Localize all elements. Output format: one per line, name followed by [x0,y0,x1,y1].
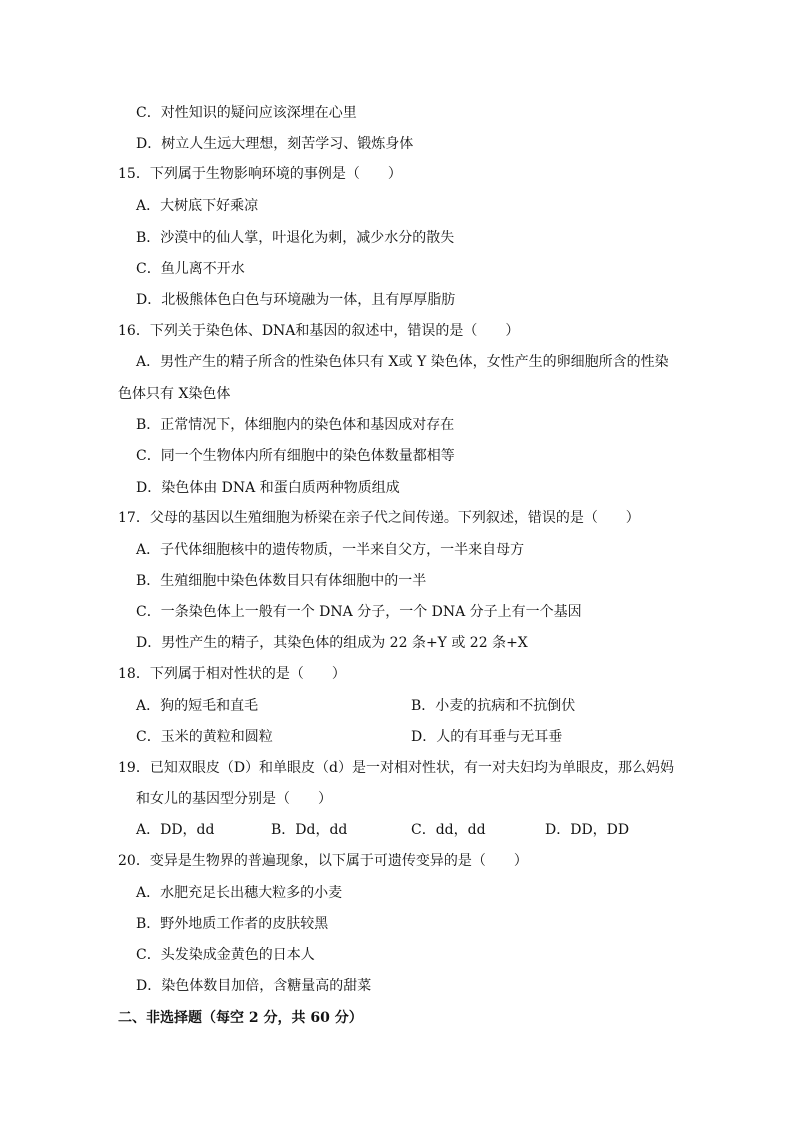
q16-option-d: D．染色体由 DNA 和蛋白质两种物质组成 [136,480,400,496]
q19-option-b: B．Dd，dd [271,822,348,838]
q16-option-c: C．同一个生物体内所有细胞中的染色体数量都相等 [136,448,455,464]
q15-stem: 15．下列属于生物影响环境的事例是（ ） [118,166,402,182]
q20-option-a: A．水肥充足长出穗大粒多的小麦 [136,885,343,901]
q17-option-b: B．生殖细胞中染色体数目只有体细胞中的一半 [136,573,427,589]
q18-option-d: D．人的有耳垂与无耳垂 [411,729,563,745]
q20-option-c: C．头发染成金黄色的日本人 [136,947,315,963]
q18-option-b: B．小麦的抗病和不抗倒伏 [411,698,576,714]
q19-option-c: C．dd，dd [411,822,486,838]
q16-stem: 16．下列关于染色体、DNA和基因的叙述中，错误的是（ ） [118,323,520,339]
q15-option-d: D．北极熊体色白色与环境融为一体，且有厚厚脂肪 [136,292,456,308]
q19-stem-line1: 19．已知双眼皮（D）和单眼皮（d）是一对相对性状，有一对夫妇均为单眼皮，那么妈妈 [118,760,674,776]
q20-stem: 20．变异是生物界的普遍现象，以下属于可遗传变异的是（ ） [118,853,528,869]
q15-option-c: C．鱼儿离不开水 [136,261,245,277]
q16-option-b: B．正常情况下，体细胞内的染色体和基因成对存在 [136,417,455,433]
q19-stem-line2: 和女儿的基因型分别是（ ） [136,791,332,807]
section-2-heading: 二、非选择题（每空 2 分，共 60 分） [118,1010,363,1026]
q17-option-d: D．男性产生的精子，其染色体的组成为 22 条+Y 或 22 条+X [136,635,528,651]
q15-option-b: B．沙漠中的仙人掌，叶退化为刺，减少水分的散失 [136,230,455,246]
q17-option-c: C．一条染色体上一般有一个 DNA 分子，一个 DNA 分子上有一个基因 [136,604,582,620]
q17-option-a: A．子代体细胞核中的遗传物质，一半来自父方，一半来自母方 [136,542,525,558]
q16-option-a-line1: A．男性产生的精子所含的性染色体只有 X或 Y 染色体，女性产生的卵细胞所含的性染 [136,354,669,370]
q19-option-d: D．DD，DD [545,822,630,838]
q17-stem: 17．父母的基因以生殖细胞为桥梁在亲子代之间传递。下列叙述，错误的是（ ） [118,510,640,526]
q18-option-c: C．玉米的黄粒和圆粒 [136,729,273,745]
q19-option-a: A．DD，dd [136,822,215,838]
q14-option-d: D．树立人生远大理想，刻苦学习、锻炼身体 [136,136,414,152]
q16-option-a-line2: 色体只有 X染色体 [118,386,231,402]
q15-option-a: A．大树底下好乘凉 [136,198,259,214]
q20-option-d: D．染色体数目加倍，含糖量高的甜菜 [136,978,372,994]
q20-option-b: B．野外地质工作者的皮肤较黑 [136,916,329,932]
q18-option-a: A．狗的短毛和直毛 [136,698,259,714]
q14-option-c: C．对性知识的疑问应该深埋在心里 [136,105,357,121]
q18-stem: 18．下列属于相对性状的是（ ） [118,666,346,682]
